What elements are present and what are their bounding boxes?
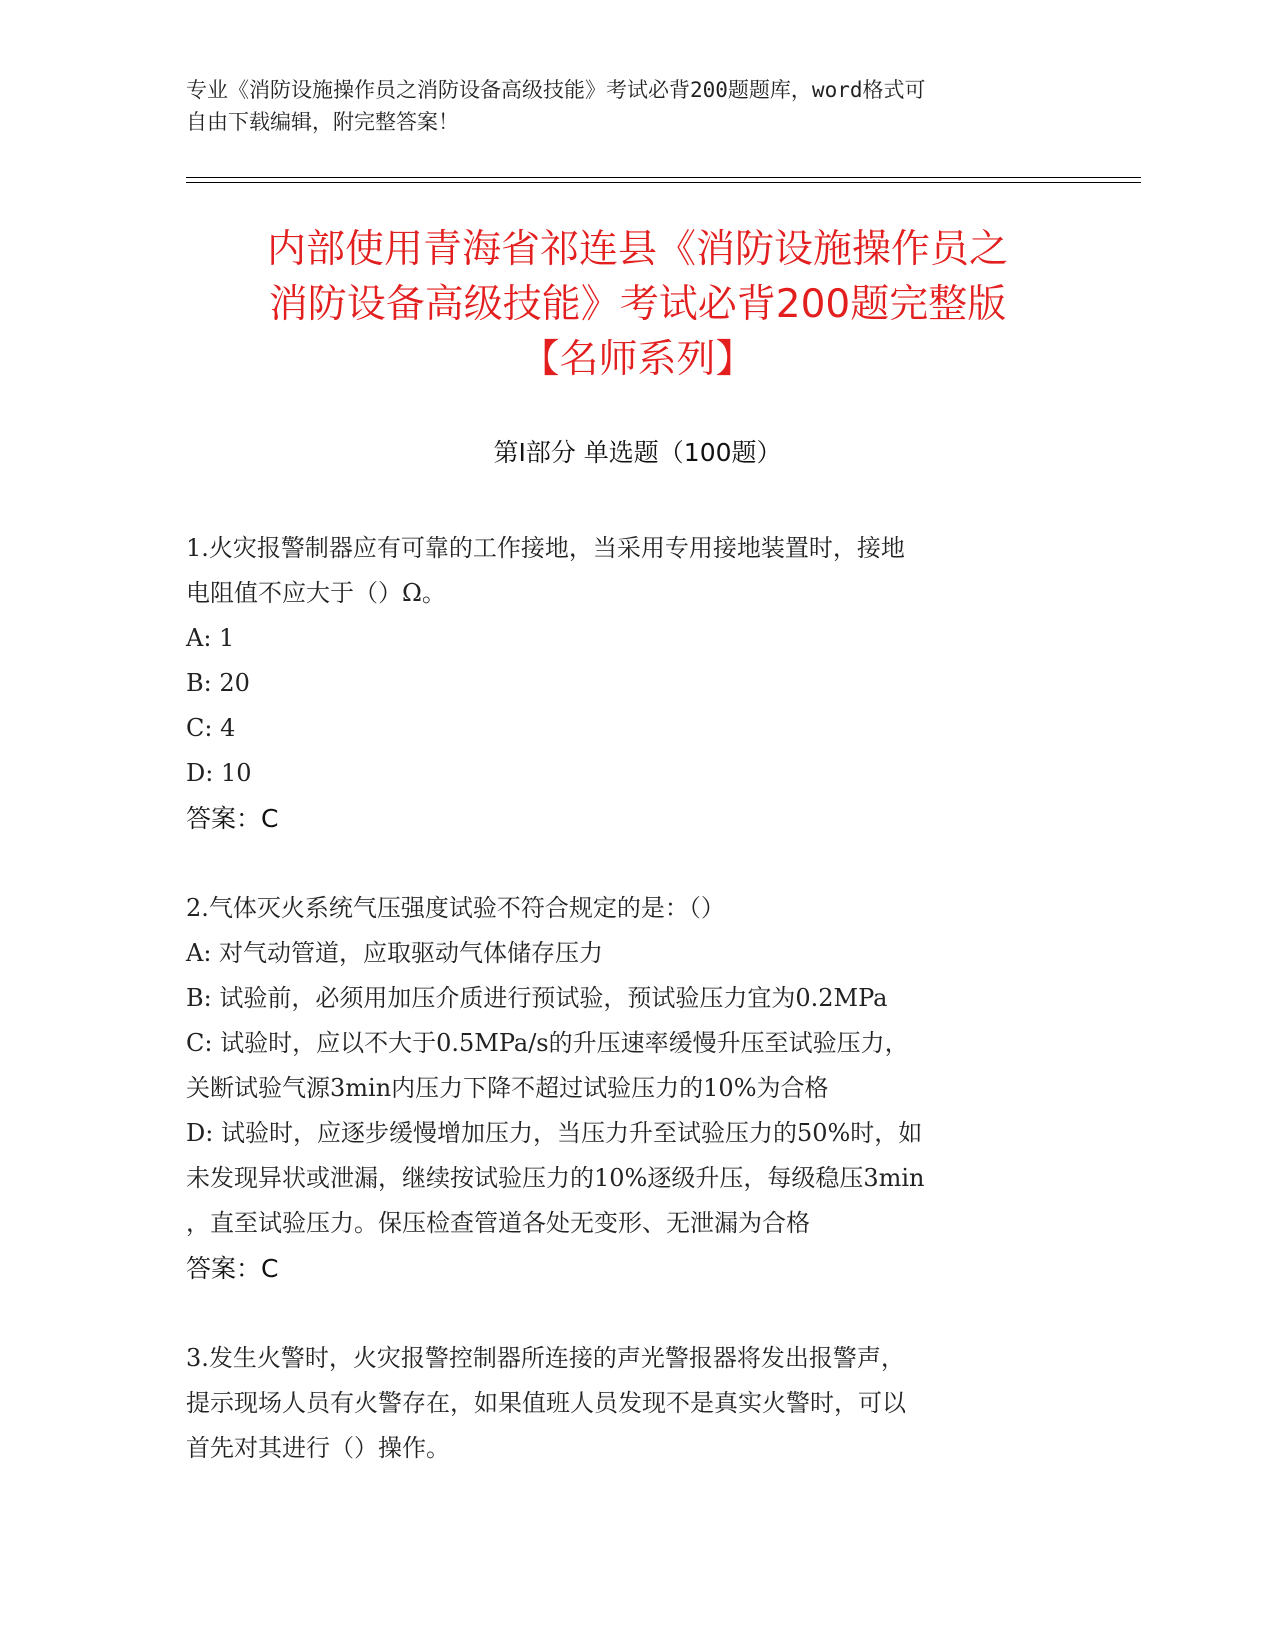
question-stem: 1.火灾报警制器应有可靠的工作接地，当采用专用接地装置时，接地: [186, 534, 905, 562]
option-c: C: 试验时，应以不大于0.5MPa/s的升压速率缓慢升压至试验压力，: [186, 1029, 909, 1057]
question-stem: 提示现场人员有火警存在，如果值班人员发现不是真实火警时，可以: [186, 1389, 906, 1417]
option-b: B: 试验前，必须用加压介质进行预试验，预试验压力宜为0.2MPa: [186, 984, 888, 1012]
answer: 答案：C: [186, 804, 279, 833]
intro-text: [186, 74, 1086, 138]
option-d-continued: 未发现异状或泄漏，继续按试验压力的10%逐级升压，每级稳压3min: [186, 1164, 925, 1192]
option-a: A: 对气动管道，应取驱动气体储存压力: [186, 939, 604, 967]
question-stem: 电阻值不应大于（）Ω。: [186, 579, 446, 607]
option-c: C: 4: [186, 714, 236, 742]
question-3: [186, 1336, 1066, 1471]
option-b: B: 20: [186, 669, 250, 697]
header-divider: [186, 182, 1141, 183]
section-heading: 第Ⅰ部分 单选题（100题）: [493, 438, 782, 467]
option-c-continued: 关断试验气源3min内压力下降不超过试验压力的10%为合格: [186, 1074, 829, 1102]
title-line: 内部使用青海省祁连县《消防设施操作员之: [266, 227, 1008, 272]
question-2: [186, 886, 1066, 1291]
answer: 答案：C: [186, 1254, 279, 1283]
option-a: A: 1: [186, 624, 235, 652]
intro-line: 自由下载编辑，附完整答案！: [186, 110, 459, 134]
header-divider: [186, 177, 1141, 178]
question-stem: 首先对其进行（）操作。: [186, 1434, 450, 1462]
intro-line: 专业《消防设施操作员之消防设备高级技能》考试必背200题题库，word格式可: [186, 78, 926, 102]
option-d-continued: ，直至试验压力。保压检查管道各处无变形、无泄漏为合格: [186, 1209, 810, 1237]
document-title: [150, 222, 1125, 387]
question-stem: 3.发生火警时，火灾报警控制器所连接的声光警报器将发出报警声，: [186, 1344, 905, 1372]
question-list: [186, 526, 1066, 1516]
title-line: 消防设备高级技能》考试必背200题完整版: [268, 282, 1007, 327]
option-d: D: 试验时，应逐步缓慢增加压力，当压力升至试验压力的50%时，如: [186, 1119, 923, 1147]
question-1: [186, 526, 1066, 841]
title-line: 【名师系列】: [520, 337, 755, 382]
option-d: D: 10: [186, 759, 252, 787]
question-stem: 2.气体灭火系统气压强度试验不符合规定的是：（）: [186, 894, 725, 922]
